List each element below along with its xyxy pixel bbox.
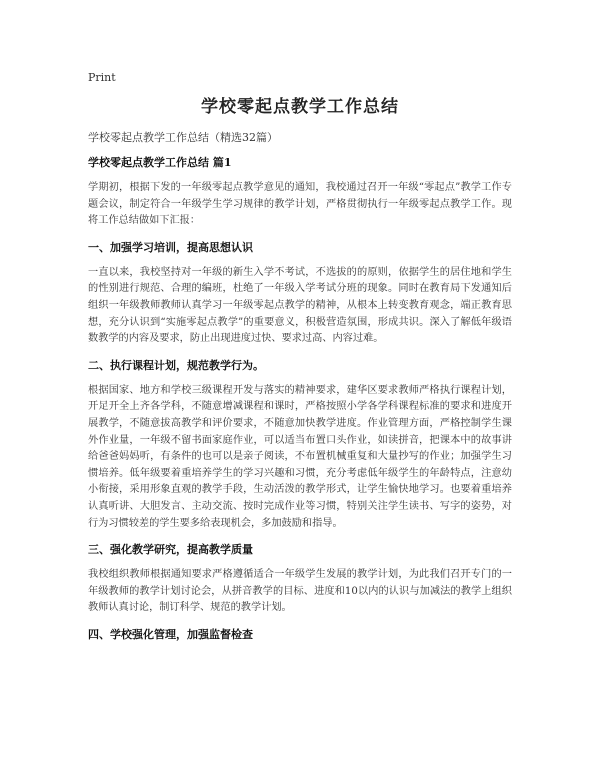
section-heading-4: 四、学校强化管理，加强监督检查 <box>88 627 253 641</box>
article-subtitle: 学校零起点教学工作总结（精选32篇） <box>88 131 278 144</box>
print-link[interactable]: Print <box>88 71 116 84</box>
section-heading-3: 三、强化教学研究，提高教学质量 <box>88 543 253 557</box>
section-body-3: 我校组织教师根据通知要求严格遵循适合一年级学生发展的教学计划，为此我们召开专门的一年级教师的教学计划讨论会，从拼音教学的目标、进度和10以内的认识与加减法的教学上组织教师认真讨论，制订科学、规范的教学计划。 <box>88 569 512 614</box>
section-body-2: 根据国家、地方和学校三级课程开发与落实的精神要求，建华区要求教师严格执行课程计划，开足开全上齐各学科，不随意增减课程和课时，严格按照小学各学科课程标准的要求和进度开展教学，不随意拔高教学和评价要求，不随意加快教学进度。作业管理方面，严格控制学生课外作业量，一年级不留书面家庭作业，可以适当布置口头作业，如读拼音，把课本中的故事讲给爸爸妈妈听，有条件的也可以是亲子阅读，不布置机械重复和大量抄写的作业；加强学生习惯培养。低年级要着重培养学生的学习兴趣和习惯，充分考虑低年级学生的年龄特点，注意幼小衔接，采用形象直观的教学手段，生动活泼的教学形式，让学生愉快地学习。也要着重培养认真听讲、大胆发言、主动交流、按时完成作业等习惯，特别关注学生读书、写字的姿势，对行为习惯较差的学生要多给表现机会，多加鼓励和指导。 <box>88 384 512 529</box>
section-heading-2: 二、执行课程计划，规范教学行为。 <box>88 358 264 372</box>
page-title: 学校零起点教学工作总结 <box>201 97 399 117</box>
section-body-1: 一直以来，我校坚持对一年级的新生入学不考试，不选拔的的原则，依据学生的居住地和学生的性别进行规范、合理的编班，杜绝了一年级入学考试分班的现象。同时在教育局下发通知后组织一年级教师教师认真学习一年级零起点教学的精神，从根本上转变教育观念，端正教育思想，充分认识到“实施零起点教学”的重要意义，积极营造氛围，形成共识。深入了解低年级语数教学的内容及要求，防止出现进度过快、要求过高、内容过难。 <box>88 266 512 345</box>
section-heading-1: 一、加强学习培训，提高思想认识 <box>88 240 253 254</box>
article-heading: 学校零起点教学工作总结 篇1 <box>88 156 232 169</box>
article-content <box>88 130 512 652</box>
intro-paragraph: 学期初，根据下发的一年级零起点教学意见的通知，我校通过召开一年级“零起点”教学工作专题会议，制定符合一年级学生学习规律的教学计划，严格贯彻执行一年级零起点教学工作。现将工作总结做如下汇报： <box>88 182 512 227</box>
